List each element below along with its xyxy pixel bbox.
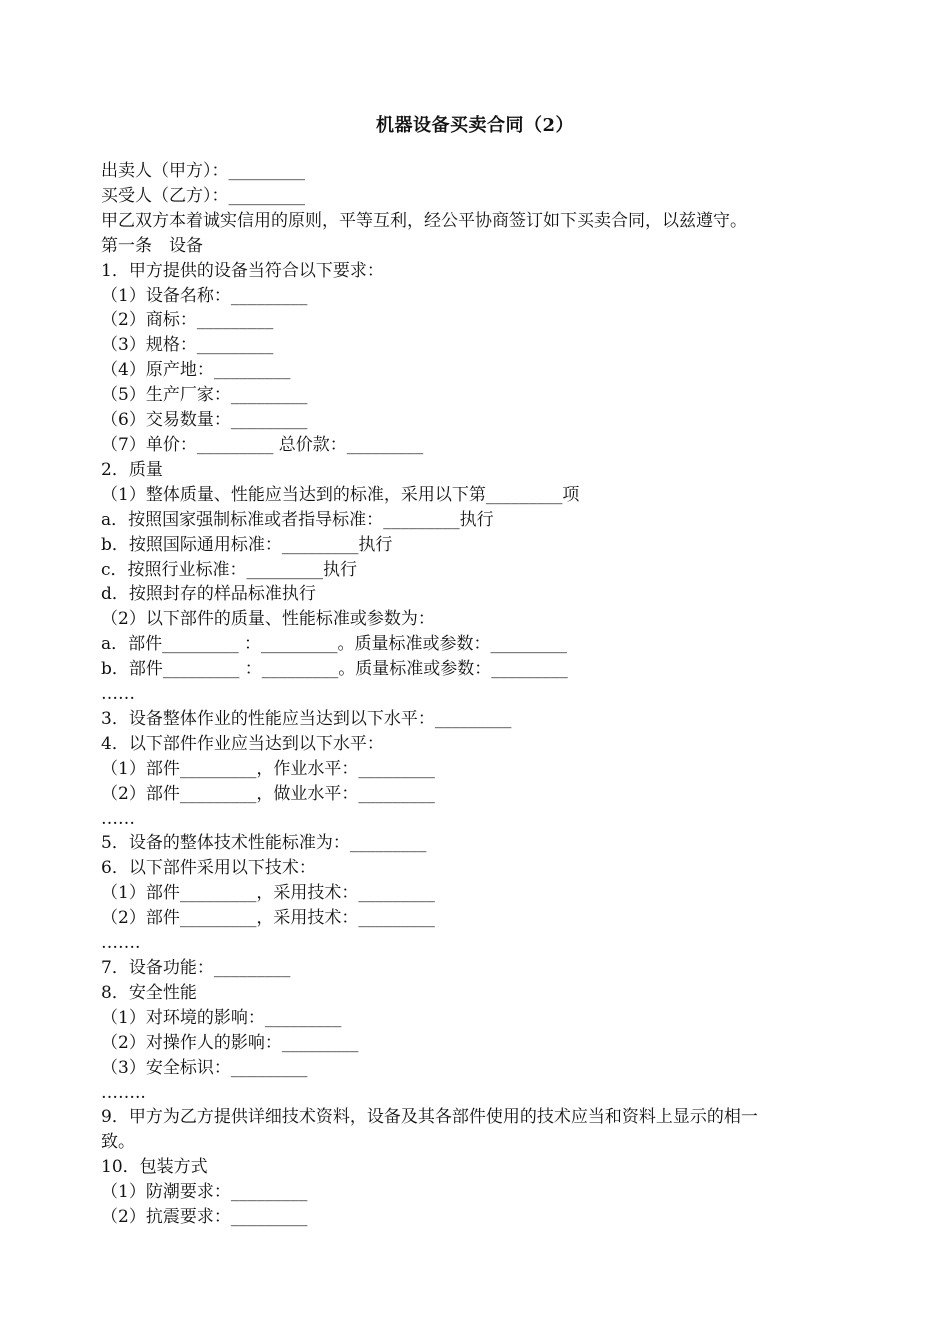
text-line: 买受人（乙方）：_________ xyxy=(101,185,305,206)
text-line: （1）整体质量、性能应当达到的标准，采用以下第_________项 xyxy=(101,484,580,505)
text-line: b．部件_________ ：_________。质量标准或参数：_________ xyxy=(101,659,568,680)
text-line: （2）部件_________，采用技术：_________ xyxy=(101,908,435,929)
text-line: （1）对环境的影响：_________ xyxy=(101,1007,342,1028)
text-line: c．按照行业标准：_________执行 xyxy=(101,559,358,580)
text-line: …… xyxy=(101,684,135,705)
text-line: （4）原产地：_________ xyxy=(101,360,291,381)
text-line: …… xyxy=(101,808,135,829)
text-line: （5）生产厂家：_________ xyxy=(101,385,308,406)
text-line: （1）设备名称：_________ xyxy=(101,285,308,306)
text-line: （2）抗震要求：_________ xyxy=(101,1207,308,1228)
text-line: 10．包装方式 xyxy=(101,1157,208,1178)
text-line: 致。 xyxy=(101,1132,135,1153)
text-line: b．按照国际通用标准：_________执行 xyxy=(101,534,393,555)
text-line: a．按照国家强制标准或者指导标准：_________执行 xyxy=(101,509,494,530)
text-line: 9．甲方为乙方提供详细技术资料，设备及其各部件使用的技术应当和资料上显示的相一 xyxy=(101,1107,758,1128)
text-line: 7．设备功能：_________ xyxy=(101,958,291,978)
text-line: a．部件_________ ：_________。质量标准或参数：_________ xyxy=(101,634,568,655)
text-line: 4．以下部件作业应当达到以下水平： xyxy=(101,733,384,754)
text-line: （3）安全标识：_________ xyxy=(101,1057,308,1078)
text-line: （2）对操作人的影响：_________ xyxy=(101,1032,359,1053)
text-line: （2）商标：_________ xyxy=(101,310,274,331)
text-line: …….. xyxy=(101,1082,146,1103)
text-line: （6）交易数量：_________ xyxy=(101,410,308,431)
text-line: （3）规格：_________ xyxy=(101,335,274,356)
text-line: （1）部件_________，采用技术：_________ xyxy=(101,883,435,904)
text-line: 2．质量 xyxy=(101,459,163,480)
text-line: 6．以下部件采用以下技术： xyxy=(101,858,316,879)
text-line: 出卖人（甲方）：_________ xyxy=(101,161,305,181)
text-line: ……. xyxy=(101,933,141,954)
text-line: 1．甲方提供的设备当符合以下要求： xyxy=(101,260,384,281)
text-line: （2）以下部件的质量、性能标准或参数为： xyxy=(101,609,435,630)
document-body xyxy=(101,159,841,1230)
text-line: 5．设备的整体技术性能标准为：_________ xyxy=(101,833,427,854)
document-title: 机器设备买卖合同（2） xyxy=(375,115,575,136)
text-line: d．按照封存的样品标准执行 xyxy=(101,584,316,605)
text-line: 3．设备整体作业的性能应当达到以下水平：_________ xyxy=(101,708,512,729)
text-line: 8．安全性能 xyxy=(101,982,197,1003)
text-line: （7）单价：_________ 总价款：_________ xyxy=(101,434,424,455)
text-line: 甲乙双方本着诚实信用的原则，平等互利，经公平协商签订如下买卖合同，以兹遵守。 xyxy=(101,210,747,231)
text-line: （1）部件_________，作业水平：_________ xyxy=(101,758,435,779)
text-line: （1）防潮要求：_________ xyxy=(101,1182,308,1203)
text-line: 第一条 设备 xyxy=(101,235,203,256)
text-line: （2）部件_________，做业水平：_________ xyxy=(101,783,435,804)
